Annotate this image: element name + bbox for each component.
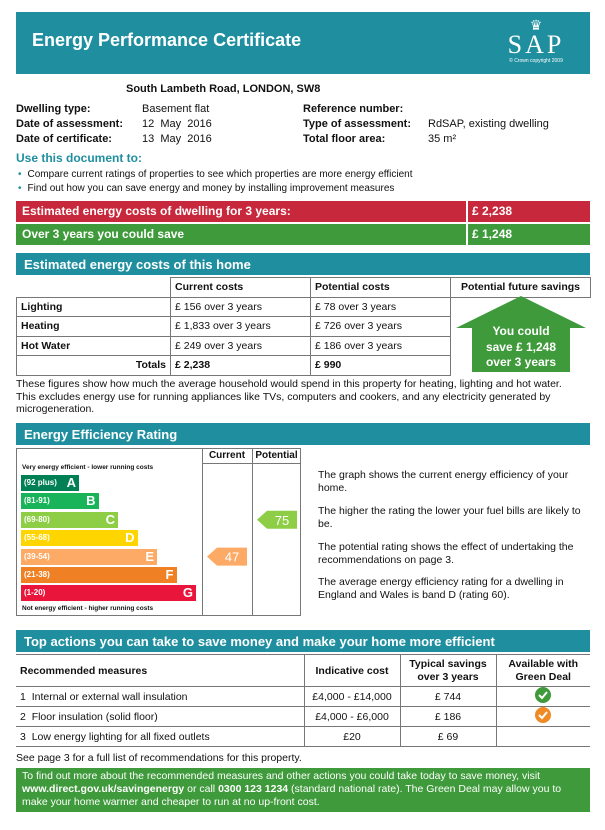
current-costs-header: Current costs — [171, 278, 311, 298]
table-row: Hot Water £ 249 over 3 years £ 186 over 3 years — [17, 336, 591, 356]
date-assessment-value: 12 May 2016 — [142, 118, 212, 130]
efficient-note: Very energy efficient - lower running costs — [22, 464, 154, 471]
table-header-row — [17, 278, 591, 298]
band-range: (1-20) — [24, 588, 46, 598]
green-deal-available-icon — [535, 687, 551, 703]
date-certificate-label: Date of certificate: — [16, 133, 112, 145]
type-assessment-label: Type of assessment: — [303, 118, 412, 130]
future-savings-header: Potential future savings — [451, 278, 591, 298]
table-row: Lighting £ 156 over 3 years £ 78 over 3 years — [17, 297, 591, 317]
band-letter: G — [182, 585, 193, 601]
current-rating-value: 47 — [224, 549, 240, 565]
potential-savings-bar — [16, 224, 590, 245]
floor-area-label: Total floor area: — [303, 133, 386, 145]
table-header-row — [16, 655, 590, 687]
arrow-line-3: over 3 years — [485, 355, 557, 369]
savings-header: Typical savings over 3 years — [400, 655, 496, 687]
potential-rating-value: 75 — [274, 512, 290, 528]
cost-header: Indicative cost — [304, 655, 400, 687]
use-document-list — [18, 168, 413, 196]
band-range: (81-91) — [24, 496, 50, 506]
type-assessment-value: RdSAP, existing dwelling — [428, 118, 549, 130]
band-letter: C — [105, 511, 115, 527]
floor-area-value: 35 m² — [428, 133, 457, 145]
band-letter: E — [145, 548, 154, 564]
arrow-line-1: You could — [492, 324, 550, 338]
savings-link[interactable]: www.direct.gov.uk/savingenergy — [22, 783, 185, 795]
band-letter: A — [66, 475, 76, 490]
date-certificate-value: 13 May 2016 — [142, 133, 212, 145]
efficiency-rating-chart — [16, 448, 301, 616]
band-letter: B — [86, 493, 96, 509]
potential-column-header: Potential — [255, 450, 298, 461]
savings-arrow — [452, 296, 590, 374]
table-row: 3 Low energy lighting for all fixed outlets £20 £ 69 — [16, 727, 590, 747]
rating-text-1: The graph shows the current energy efficiency of your home. — [318, 469, 569, 494]
estimated-costs-label: Estimated energy costs of dwelling for 3 years: — [22, 204, 291, 218]
rating-section-heading: Energy Efficiency Rating — [16, 423, 590, 445]
list-item: • Compare current ratings of properties to see which properties are more energy efficient — [18, 169, 413, 180]
band-range: (69-80) — [24, 514, 50, 524]
current-column-header: Current — [208, 450, 246, 461]
use-document-title: Use this document to: — [16, 151, 143, 165]
rating-text-3: The potential rating shows the effect of undertaking the recommendations on page 3. — [318, 541, 574, 566]
green-deal-header: Available with Green Deal — [496, 655, 590, 687]
dwelling-type-value: Basement flat — [142, 103, 210, 115]
sap-copyright: © Crown copyright 2009 — [509, 58, 563, 64]
band-range: (55-68) — [24, 533, 50, 543]
band-range: (21-38) — [24, 570, 50, 579]
band-range: (92 plus) — [24, 478, 57, 487]
table-row: 2 Floor insulation (solid floor) £4,000 - £6,000 £ 186 — [16, 707, 590, 727]
sap-logo-text: SAP — [507, 30, 565, 59]
sap-logo — [496, 18, 576, 68]
dwelling-type-label: Dwelling type: — [16, 103, 91, 115]
date-assessment-label: Date of assessment: — [16, 118, 123, 130]
potential-costs-header: Potential costs — [311, 278, 451, 298]
see-page-note: See page 3 for a full list of recommendations for this property. — [16, 752, 302, 764]
footer-info: To find out more about the recommended measures and other actions you could take today to save money, visit www.direct.gov.uk/savingenergy or call 0300 123 1234 (standard national rate). The Green Deal may allow you to make your home warmer and cheaper to run at no up-front cost. — [16, 768, 590, 812]
actions-section-heading: Top actions you can take to save money and make your home more efficient — [16, 630, 590, 652]
rating-text-2: The higher the rating the lower your fuel bills are likely to be. — [318, 505, 581, 530]
totals-row: Totals £ 2,238 £ 990 — [17, 356, 591, 376]
table-row: 1 Internal or external wall insulation £4,000 - £14,000 £ 744 — [16, 687, 590, 707]
measures-header: Recommended measures — [16, 655, 304, 687]
property-address: South Lambeth Road, LONDON, SW8 — [126, 83, 321, 95]
potential-savings-value: £ 1,248 — [466, 224, 512, 245]
costs-section-heading: Estimated energy costs of this home — [16, 253, 590, 275]
page-title: Energy Performance Certificate — [32, 30, 302, 50]
crown-icon: ♛ — [529, 17, 543, 33]
potential-savings-label: Over 3 years you could save — [22, 227, 185, 241]
list-item: • Find out how you can save energy and money by installing improvement measures — [18, 183, 395, 194]
estimated-costs-value: £ 2,238 — [466, 201, 512, 222]
arrow-line-2: save £ 1,248 — [485, 340, 557, 354]
recommended-measures-table — [16, 654, 590, 747]
inefficient-note: Not energy efficient - higher running costs — [22, 605, 154, 612]
rating-text-4: The average energy efficiency rating for a dwelling in England and Wales is band D (rating 60). — [318, 576, 564, 601]
certificate-header — [16, 12, 590, 74]
band-range: (39-54) — [24, 551, 50, 561]
costs-explanation: These figures show how much the average household would spend in this property for heating, lighting and hot water. This excludes energy use for running appliances like TVs, computers and cookers, and any electricity generated by microgeneration. — [16, 378, 562, 415]
phone-number: 0300 123 1234 — [218, 783, 289, 795]
reference-label: Reference number: — [303, 103, 404, 115]
table-row: Heating £ 1,833 over 3 years £ 726 over 3 years — [17, 317, 591, 337]
band-letter: D — [125, 530, 135, 546]
green-deal-partial-icon — [535, 707, 551, 723]
estimated-costs-bar — [16, 201, 590, 222]
band-letter: F — [165, 567, 174, 582]
